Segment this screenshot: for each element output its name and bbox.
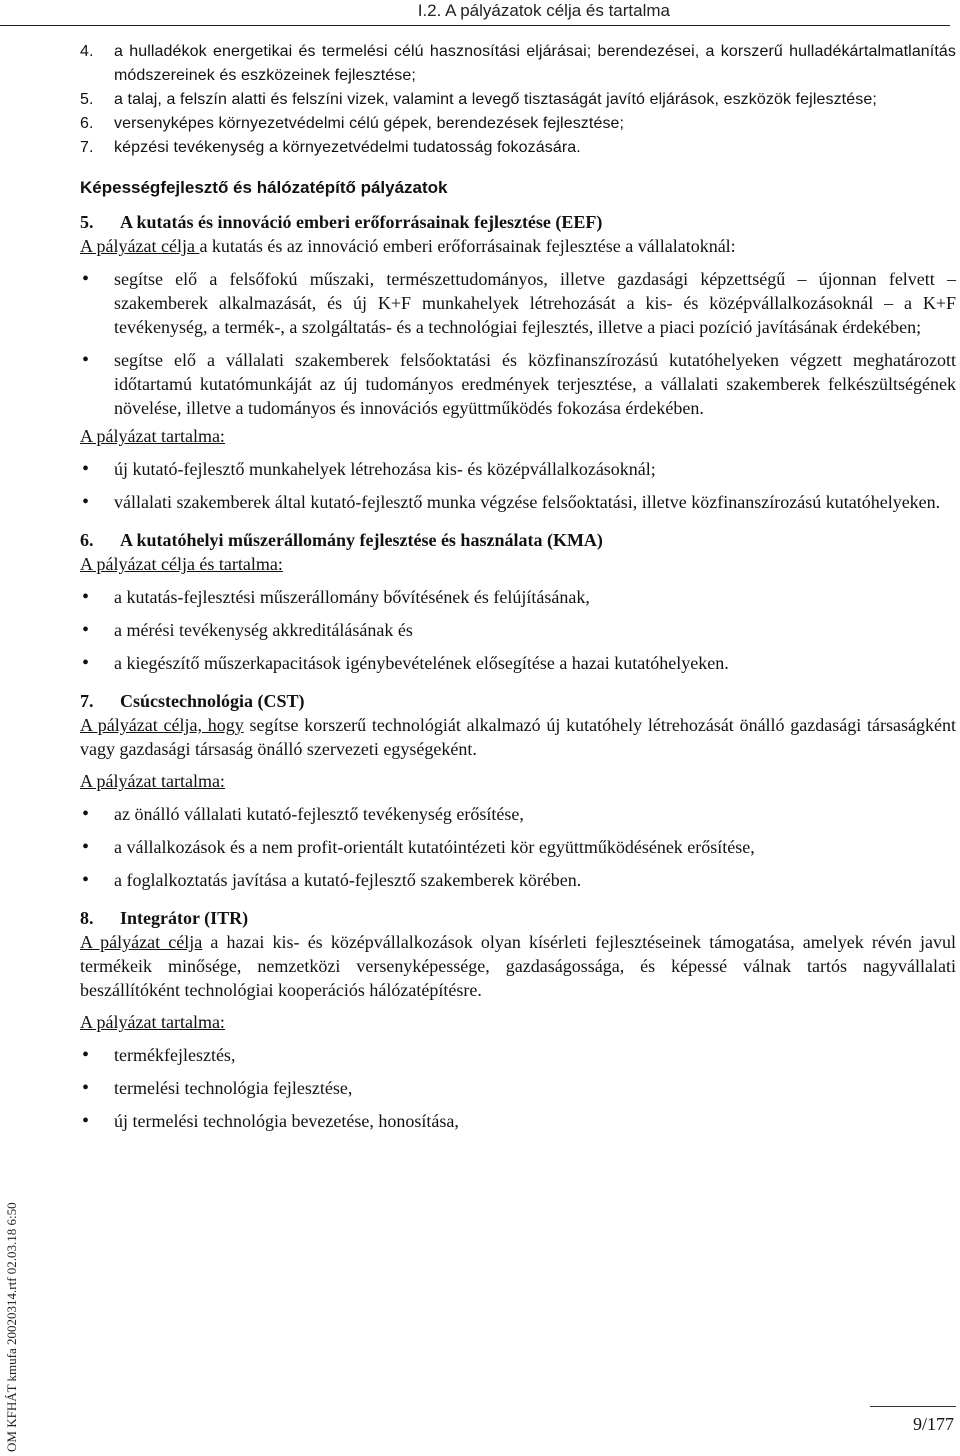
list-item: • a kutatás-fejlesztési műszerállomány bővítésének és felújításának, [80,585,956,609]
section-5-goal [80,234,956,258]
list-item: • a vállalkozások és a nem profit-orientált kutatóintézeti kör együttműködésének erősítése, [80,835,956,859]
list-item: • a kiegészítő műszerkapacitások igénybevételének elősegítése a hazai kutatóhelyeken. [80,651,956,675]
goal-label: A pályázat célja és tartalma: [80,554,283,574]
section-5-content-bullets [80,457,956,514]
list-item: • új termelési technológia bevezetése, honosítása, [80,1109,956,1133]
section-7-bullets [80,802,956,892]
section-7-content-label [80,769,956,793]
footer-rule [870,1406,956,1407]
content-label: A pályázat tartalma: [80,771,225,791]
intro-item [80,88,956,112]
goal-text: segítse korszerű technológiát alkalmazó új kutatóhely létrehozását önálló gazdasági társaságként vagy gazdasági társaság önálló szervezeti egységeként. [80,715,956,759]
section-6-label [80,552,956,576]
item-text: versenyképes környezetvédelmi célú gépek, berendezések fejlesztése; [114,115,625,132]
section-6-heading [80,528,956,552]
section-7-goal [80,713,956,761]
section-title: Integrátor (ITR) [120,908,249,928]
content-label: A pályázat tartalma: [80,1012,225,1032]
list-item: • termékfejlesztés, [80,1043,956,1067]
goal-text: a hazai kis- és középvállalkozások olyan kísérleti fejlesztéseinek támogatása, amelyek révén javul termékeik minősége, nemzetközi versenyképessége, gazdaságossága, és képessé válnak tartós nagyvállalati beszállítóként technológiai kooperációs hálózatépítésre. [80,932,956,1000]
list-item: • új kutató-fejlesztő munkahelyek létrehozása kis- és középvállalkozásoknál; [80,457,956,481]
list-item: • segítse elő a vállalati szakemberek felsőoktatási és közfinanszírozású kutatóhelyeken végzett meghatározott időtartamú kutatómunkáját az új tudományos eredmények terjesztése, a vállalati szakemberek felkészültségének növelése, illetve a tudományos és innovációs együttműködés fokozása érdekében. [80,348,956,420]
page-number: 9/177 [912,1414,954,1434]
list-item: • termelési technológia fejlesztése, [80,1076,956,1100]
goal-label: A pályázat célja [80,236,200,256]
section-number: 8. [80,908,94,928]
list-item: • a foglalkoztatás javítása a kutató-fejlesztő szakemberek körében. [80,868,956,892]
section-number: 5. [80,212,94,232]
section-6-bullets [80,585,956,675]
list-item: • az önálló vállalati kutató-fejlesztő tevékenység erősítése, [80,802,956,826]
item-number: 5. [80,91,94,108]
section-5-content-label [80,424,956,448]
item-number: 7. [80,139,94,156]
section-8-content-label [80,1010,956,1034]
intro-item [80,40,956,88]
section-title: Csúcstechnológia (CST) [120,691,305,711]
section-8-heading [80,906,956,930]
section-subheading: Képességfejlesztő és hálózatépítő pályázatok [80,178,448,197]
goal-label: A pályázat célja [80,932,203,952]
section-7-heading [80,689,956,713]
file-path-note: OM KFHÁT kmufa 20020314.rtf 02.03.18 6:50 [4,1202,19,1452]
section-number: 6. [80,530,94,550]
intro-item [80,136,956,160]
intro-list [80,40,956,160]
list-item: • segítse elő a felsőfokú műszaki, természettudományos, illetve gazdasági képzettségű – újonnan felvett – szakemberek alkalmazását, és új K+F munkahelyek létrehozását a kis- és középvállalkozásoknál – a K+F tevékenység, a termék-, a szolgáltatás- és a technológiai fejlesztés, illetve a piaci pozíció javításának érdekében; [80,267,956,339]
item-text: a talaj, a felszín alatti és felszíni vizek, valamint a levegő tisztaságát javító eljárások, eszközök fejlesztése; [114,91,877,108]
item-number: 4. [80,43,94,60]
section-8-bullets [80,1043,956,1133]
section-5-goal-bullets [80,267,956,420]
page-header-title: I.2. A pályázatok célja és tartalma [417,1,670,20]
section-title: A kutatás és innováció emberi erőforrásainak fejlesztése (EEF) [120,212,603,232]
header-rule [0,25,950,26]
list-item: • vállalati szakemberek által kutató-fejlesztő munka végzése felsőoktatási, illetve közfinanszírozású kutatóhelyeken. [80,490,956,514]
section-5-heading [80,210,956,234]
item-number: 6. [80,115,94,132]
intro-item [80,112,956,136]
item-text: a hulladékok energetikai és termelési célú hasznosítási eljárásai; berendezései, a korszerű hulladékártalmatlanítás módszereinek és eszközeinek fejlesztése; [114,43,956,84]
list-item: • a mérési tevékenység akkreditálásának és [80,618,956,642]
document-body [80,40,956,1133]
section-number: 7. [80,691,94,711]
section-title: A kutatóhelyi műszerállomány fejlesztése és használata (KMA) [120,530,603,550]
item-text: képzési tevékenység a környezetvédelmi tudatosság fokozására. [114,139,581,156]
goal-text: a kutatás és az innováció emberi erőforrásainak fejlesztése a vállalatoknál: [199,236,736,256]
content-label: A pályázat tartalma: [80,426,225,446]
goal-label: A pályázat célja, hogy [80,715,244,735]
section-8-goal [80,930,956,1002]
